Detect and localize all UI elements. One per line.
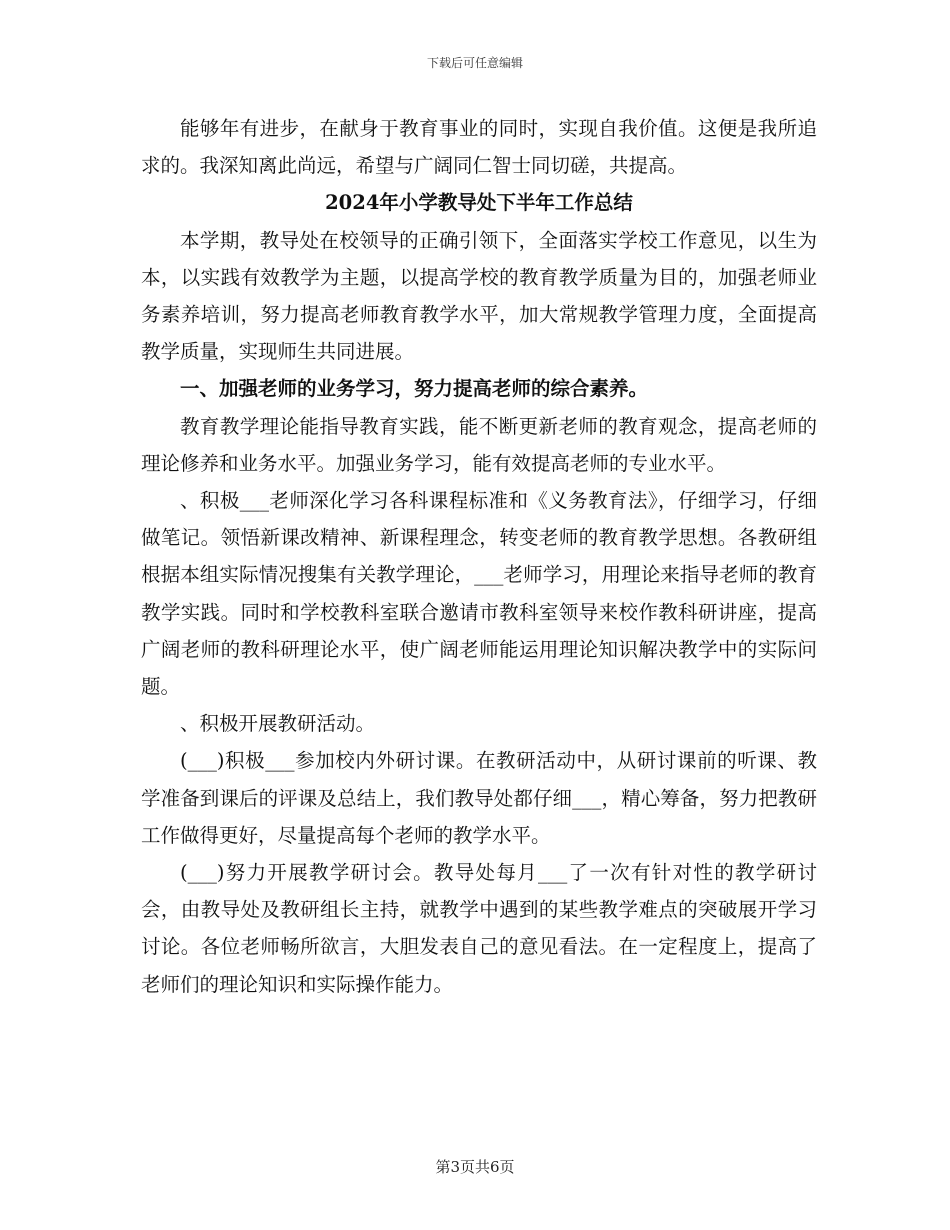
download-note: 下载后可任意编辑: [426, 56, 523, 70]
paragraph-overview: 本学期，教导处在校领导的正确引领下，全面落实学校工作意见，以生为本，以实践有效教学为主题，以提高学校的教育教学质量为目的，加强老师业务素养培训，努力提高老师教育教学水平，加大常规教学管理力度，全面提高教学质量，实现师生共同进展。: [141, 228, 817, 364]
document-body: [141, 110, 817, 1003]
page-number: 第3页共6页: [435, 1158, 515, 1176]
paragraph-seminar-lessons: (___)积极___参加校内外研讨课。在教研活动中，从研讨课前的听课、教学准备到课后的评课及总结上，我们教导处都仔细___，精心筹备，努力把教研工作做得更好，尽量提高每个老师的教学水平。: [141, 749, 817, 847]
paragraph-teaching-seminar: (___)努力开展教学研讨会。教导处每月___了一次有针对性的教学研讨会，由教导处及教研组长主持，就教学中遇到的某些教学难点的突破展开学习讨论。各位老师畅所欲言，大胆发表自己的意见看法。在一定程度上，提高了老师们的理论知识和实际操作能力。: [141, 861, 817, 996]
paragraph-theory: 教育教学理论能指导教育实践，能不断更新老师的教育观念，提高老师的理论修养和业务水平。加强业务学习，能有效提高老师的专业水平。: [141, 414, 817, 475]
section-heading-1: 一、加强老师的业务学习，努力提高老师的综合素养。: [180, 377, 649, 401]
intro-paragraph: 能够年有进步，在献身于教育事业的同时，实现自我价值。这便是我所追求的。我深知离此尚远，希望与广阔同仁智士同切磋，共提高。: [141, 117, 817, 178]
paragraph-study: 、积极___老师深化学习各科课程标准和《义务教育法》，仔细学习，仔细做笔记。领悟新课改精神、新课程理念，转变老师的教育教学思想。各教研组根据本组实际情况搜集有关教学理论，___老师学习，用理论来指导老师的教育教学实践。同时和学校教科室联合邀请市教科室领导来校作教科研讲座，提高广阔老师的教科研理论水平，使广阔老师能运用理论知识解决教学中的实际问题。: [141, 489, 817, 699]
document-title: 2024年小学教导处下半年工作总结: [325, 191, 633, 215]
paragraph-research-activities: 、积极开展教研活动。: [180, 712, 376, 736]
